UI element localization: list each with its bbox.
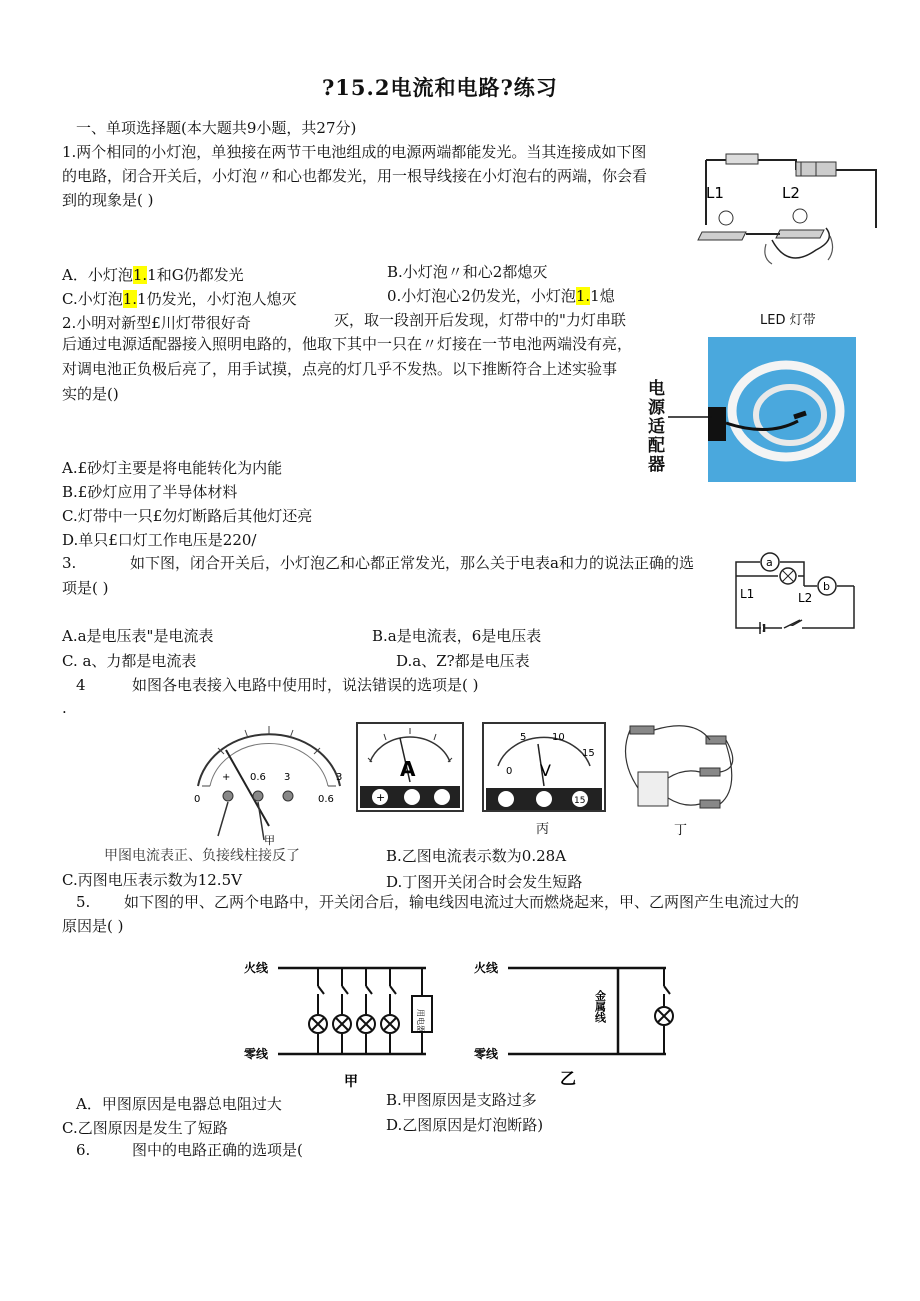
q2-line2: 后通过电源适配器接入照明电路的，他取下其中一只在〃灯接在一节电池两端没有亮， [62,335,633,353]
q5-option-a: A．甲图原因是电器总电阻过大 [76,1095,282,1113]
q4-meter-bing [482,722,606,814]
highlight: 1. [122,290,138,308]
q2-fig-pointer [668,412,712,422]
highlight: 1. [132,266,148,284]
q1-option-c: C.小灯泡1.1仍发光，小灯泡人熄灭 [62,290,297,308]
q5-option-b: B.甲图原因是支路过多 [386,1091,537,1109]
q3-option-b: B.a是电流表，6是电压表 [372,627,542,645]
svg-text:+: + [376,791,386,804]
q1-line1: 1.两个相同的小灯泡，单独接在两节干电池组成的电源两端都能发光。当其连接成如下图 [62,143,647,161]
q3-line1: 如下图，闭合开关后，小灯泡乙和心都正常发光，那么关于电表a和力的说法正确的选 [130,554,694,572]
q5-number: 5. [76,893,91,911]
q5-yi-fire-label: 火线 [474,961,499,975]
q1-option-a: A．小灯泡1.1和G仍都发光 [62,266,244,284]
q3-option-d: D.a、Z?都是电压表 [396,652,530,670]
q3-line2: 项是( ) [62,579,109,597]
q4-jia-scale-0: 0 [194,794,201,805]
q5-yi-metal-label: 金属线 [593,990,607,1023]
q5-jia-device-box: 用电器 [416,1009,425,1033]
q3-number: 3. [62,554,77,572]
q4-bing-scale-15: 15 [582,748,595,759]
q2-option-d: D.单只£口灯工作电压是220/ [62,531,257,549]
q5-circuit-yi [470,956,690,1094]
q4-yi-a-letter: A [400,757,416,781]
q6-number: 6. [76,1141,91,1159]
q4-bing-v-letter: V [540,761,551,780]
q4-option-b: B.乙图电流表示数为0.28A [386,847,567,865]
q3-fig-l1: L1 [740,587,755,601]
q5-circuit-jia [240,956,450,1094]
q4-dot: . [62,699,67,717]
q4-meter-yi [356,722,464,812]
q4-circuit-ding [614,718,744,842]
q2-line1b: 灭，取一段剖开后发现，灯带中的"力灯串联 [334,311,626,329]
q2-option-b: B.£砂灯应用了半导体材料 [62,483,238,501]
q3-option-c: C. a、力都是电流表 [62,652,197,670]
q2-option-a: A.£砂灯主要是将电能转化为内能 [62,459,283,477]
q3-option-a: A.a是电压表"是电流表 [62,627,214,645]
q4-number: 4 [76,676,86,694]
q4-jia-terminal-3: 3 [284,772,291,783]
q4-line1: 如图各电表接入电路中使用时，说法错误的选项是( ) [132,676,479,694]
q5-yi-neutral-label: 零线 [474,1047,499,1061]
q1-circuit-figure [696,140,896,279]
q4-meter-jia [188,716,350,850]
q5-jia-fire-label: 火线 [244,961,269,975]
q5-jia-neutral-label: 零线 [244,1047,269,1061]
q4-option-d: D.丁图开关闭合时会发生短路 [386,873,583,891]
q5-option-c: C.乙图原因是发生了短路 [62,1119,228,1137]
q1-option-b: B.小灯泡〃和心2都熄灭 [387,263,548,281]
q4-fig-label-bing: 丙 [536,822,550,837]
q5-option-d: D.乙图原因是灯泡断路) [386,1116,544,1134]
q4-option-a: 甲图电流表正、负接线柱接反了 [104,848,300,864]
q2-line4: 实的是() [62,385,119,403]
q4-jia-scale-3: 3 [336,772,343,783]
q5-line1: 如下图的甲、乙两个电路中，开关闭合后，输电线因电流过大而燃烧起来，甲、乙两图产生电流过大的 [124,893,800,911]
q6-line1: 图中的电路正确的选项是( [132,1141,303,1159]
q4-fig-label-ding: 丁 [674,823,688,838]
section-heading: 一、单项选择题(本大题共9小题，共27分) [76,119,357,137]
q5-line2: 原因是( ) [62,917,124,935]
q1-option-d: 0.小灯泡心2仍发光，小灯泡1.1熄 [387,287,615,305]
q5-fig-label-jia: 甲 [344,1074,358,1090]
q5-fig-label-yi: 乙 [560,1069,577,1088]
page-title: ?15.2电流和电路?练习 [322,75,558,100]
q4-bing-scale-0: 0 [506,766,513,777]
q3-fig-meter-b: b [823,580,830,593]
svg-text:+: + [222,772,231,783]
q2-line1a: 2.小明对新型£川灯带很好奇 [62,314,251,332]
q4-option-c: C.丙图电压表示数为12.5V [62,871,242,889]
q4-fig-label-jia: 甲 [264,834,275,846]
q4-jia-scale-06: 0.6 [318,794,334,805]
q3-fig-l2: L2 [798,591,813,605]
q3-circuit-figure [724,546,864,638]
highlight: 1. [575,287,591,305]
q2-option-c: C.灯带中一只£勿灯断路后其他灯还亮 [62,507,313,525]
q2-led-photo [708,337,856,482]
q2-line3: 对调电池正负极后亮了，用手试摸，点亮的灯几乎不发热。以下推断符合上述实验事 [62,360,618,378]
q1-fig-l2-label: L2 [782,184,800,202]
q1-line2: 的电路，闭合开关后，小灯泡〃和心也都发光，用一根导线接在小灯泡右的两端，你会看 [62,167,648,185]
q4-bing-scale-5: 5 [520,732,527,743]
q4-bing-terminal-15: 15 [574,796,586,806]
q1-line3: 到的现象是( ) [62,191,154,209]
q4-bing-scale-10: 10 [552,732,565,743]
q2-fig-caption: LED 灯带 [760,313,816,328]
q2-fig-label: 电源适配器 [648,379,665,475]
q3-fig-meter-a: a [766,556,773,569]
q4-jia-terminal-06: 0.6 [250,772,266,783]
q1-fig-l1-label: L1 [706,184,724,202]
